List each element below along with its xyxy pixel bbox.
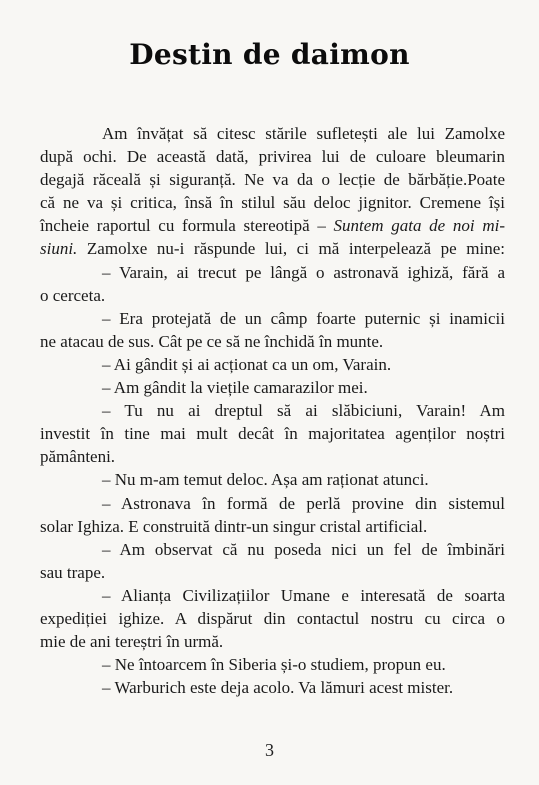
italic-phrase: siuni. bbox=[40, 239, 78, 259]
text-line bbox=[40, 168, 505, 191]
text-line bbox=[40, 676, 505, 699]
page-number: 3 bbox=[265, 740, 274, 760]
line-text: – Nu m-am temut deloc. Așa am raționat atunci. bbox=[102, 470, 429, 490]
line-text: – Astronava în formă de perlă provine din sistemul bbox=[102, 493, 505, 513]
text-line bbox=[40, 237, 505, 260]
text-line bbox=[40, 653, 505, 676]
text-line bbox=[40, 445, 505, 468]
text-line bbox=[40, 122, 505, 145]
line-text: după ochi. De această dată, privirea lui de culoare bleumarin bbox=[40, 147, 505, 167]
text-line bbox=[40, 261, 505, 284]
text-line bbox=[40, 630, 505, 653]
text-line bbox=[40, 376, 505, 399]
line-text: – Varain, ai trecut pe lângă o astronavă ighiză, fără a bbox=[102, 262, 505, 282]
text-line bbox=[40, 145, 505, 168]
body-text bbox=[40, 122, 505, 699]
text-line bbox=[40, 584, 505, 607]
text-line bbox=[40, 330, 505, 353]
text-line bbox=[40, 284, 505, 307]
line-text: – Ai gândit și ai acționat ca un om, Varain. bbox=[102, 354, 392, 374]
italic-phrase: Suntem gata de noi mi- bbox=[333, 216, 505, 236]
line-text: degajă răceală și siguranță. Ne va da o lecție de bărbăție.Poate bbox=[40, 170, 505, 190]
line-text: solar Ighiza. E construită dintr-un singur cristal artificial. bbox=[40, 516, 428, 536]
text-line bbox=[40, 468, 505, 491]
line-text: mie de ani tereștri în urmă. bbox=[40, 632, 224, 652]
text-line bbox=[40, 353, 505, 376]
text-line bbox=[40, 191, 505, 214]
line-text: pământeni. bbox=[40, 447, 116, 467]
text-line bbox=[40, 538, 505, 561]
text-line bbox=[40, 399, 505, 422]
text-line bbox=[40, 492, 505, 515]
text-line bbox=[40, 607, 505, 630]
text-line bbox=[40, 422, 505, 445]
line-text: Zamolxe nu-i răspunde lui, ci mă interpelează pe mine: bbox=[77, 239, 505, 259]
text-line bbox=[40, 214, 505, 237]
text-line bbox=[40, 307, 505, 330]
line-text: sau trape. bbox=[40, 562, 106, 582]
line-text: încheie raportul cu formula stereotipă – bbox=[40, 216, 334, 236]
line-text: expediției ighize. A dispărut din contactul nostru cu circa o bbox=[40, 608, 505, 628]
chapter-title: Destin de daimon bbox=[129, 38, 410, 71]
text-line bbox=[40, 561, 505, 584]
line-text: – Am observat că nu poseda nici un fel de îmbinări bbox=[102, 539, 505, 559]
line-text: – Warburich este deja acolo. Va lămuri acest mister. bbox=[102, 678, 454, 698]
line-text: ne atacau de sus. Cât pe ce să ne închidă în munte. bbox=[40, 331, 384, 351]
line-text: – Tu nu ai dreptul să ai slăbiciuni, Varain! Am bbox=[102, 401, 505, 421]
line-text: o cerceta. bbox=[40, 285, 106, 305]
text-line bbox=[40, 515, 505, 538]
line-text: că ne va și critica, însă în stilul său deloc jignitor. Cremene își bbox=[40, 193, 505, 213]
line-text: – Era protejată de un câmp foarte puternic și inamicii bbox=[102, 308, 505, 328]
line-text: – Ne întoarcem în Siberia și-o studiem, propun eu. bbox=[102, 655, 446, 675]
line-text: Am învățat să citesc stările sufletești ale lui Zamolxe bbox=[102, 124, 505, 143]
line-text: – Alianța Civilizațiilor Umane e interesată de soarta bbox=[102, 585, 505, 605]
line-text: investit în tine mai mult decât în majoritatea agenților noștri bbox=[40, 424, 505, 444]
line-text: – Am gândit la viețile camarazilor mei. bbox=[102, 378, 368, 398]
